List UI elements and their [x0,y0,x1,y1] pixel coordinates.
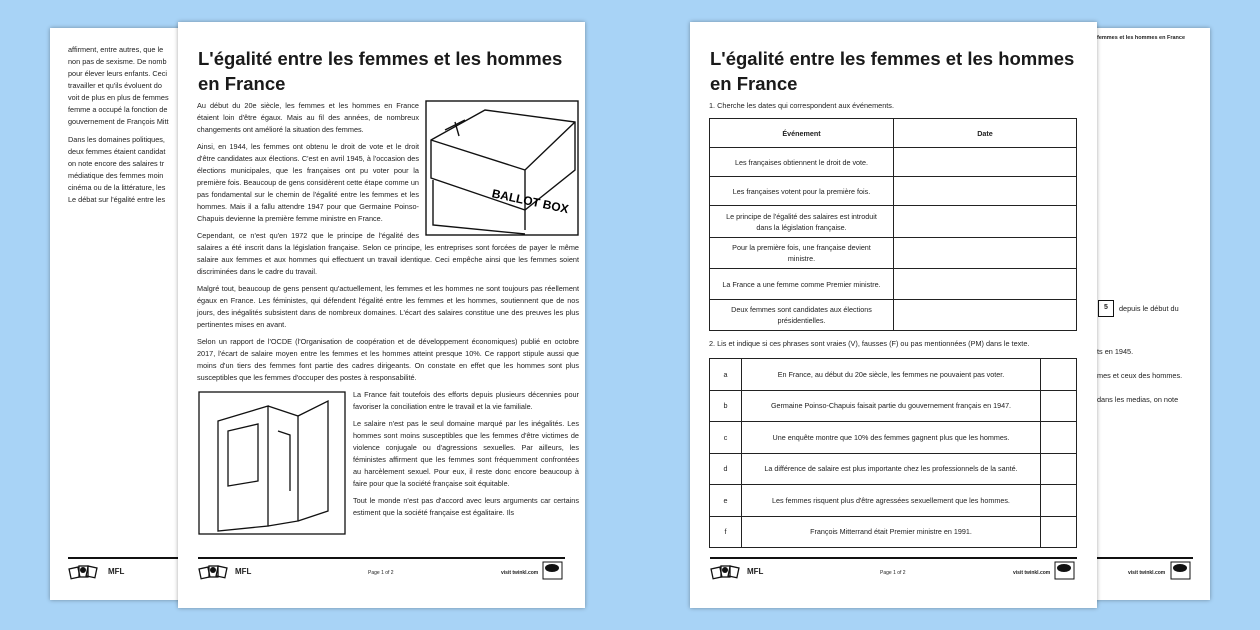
main-paragraph: Selon un rapport de l'OCDE (l'Organisation de coopération et de développement économiques) publié en octobre 2017, l'écart de salaire moyen entre les femmes et les hommes atteint presque 10%. Ce rapport stipule aussi que moins d'un tiers des femmes font partie des cadres dirigeants. On constate en effet que les hommes sont plus susceptibles que les femmes d'occuper des postes à responsabilité. [197,337,579,382]
page-title: L'égalité entre les femmes et les hommes en France [198,48,563,94]
page-number: Page 1 of 2 [880,570,906,576]
footer-label: MFL [108,567,125,576]
footer-site: visit twinkl.com [1013,570,1051,576]
date-input[interactable] [894,300,1077,331]
back-left-text: affirment, entre autres, que le non pas de sexisme. De nomb pour élever leurs enfants. Ceci travailler et qu'ils évoluent do voit de plus en plus de femmes femme a occupé la fonction de gouvernement de François Mitt Dans les domaines politiques, deux femmes étaient candidat on note encore des salaires tr médiatique des femmes moin cinéma ou de la littérature, les Le débat sur l'égalité entre les [68,45,169,204]
reading-page [178,22,585,608]
twinkl-mfl-logo-icon [710,563,740,581]
page-title: L'égalité entre les femmes et les hommes en France [710,48,1075,94]
answer-input[interactable] [1041,453,1077,485]
dates-table [709,118,1077,331]
table-row: a En France, au début du 20e siècle, les femmes ne pouvaient pas voter. [710,359,1077,391]
question-2: 2. Lis et indique si ces phrases sont vraies (V), fausses (F) ou pas mentionnées (PM) dans le texte. [709,339,1030,348]
voting-booth-illustration [198,391,346,535]
footer-site: visit twinkl.com [1128,570,1166,576]
text-line: dans les medias, on note [1097,395,1179,404]
table-row: e Les femmes risquent plus d'être agressées sexuellement que les hommes. [710,485,1077,517]
table-row: d La différence de salaire est plus importante chez les professionnels de la santé. [710,453,1077,485]
main-paragraph: Malgré tout, beaucoup de gens pensent qu'actuellement, les femmes et les hommes ne sont toujours pas réellement égaux en France. Les féministes, qui défendent l'égalité entre les femmes et les hommes, soutiennent que de nos jours, des inégalités subsistent dans de nombreux domaines. L'écart des salaires constitue une des preuves les plus pertinentes mises en avant. [197,284,579,329]
footer-label: MFL [747,567,764,576]
answer-box: 5 [1098,300,1114,317]
main-paragraph: Cependant, ce n'est qu'en 1972 que le principe de l'égalité des salaires a été inscrit dans la législation française. Selon ce principe, les entreprises sont forcées de payer le même salaire aux femmes et aux hommes qui effectuent un travail identique. Ceci empêche ainsi que les femmes soient discriminées dans le cadre du travail. [197,231,579,276]
text-line: ts en 1945. [1097,347,1134,356]
side-paragraph: La France fait toutefois des efforts depuis plusieurs décennies pour favoriser la conciliation entre le travail et la vie familiale. [353,390,579,411]
answer-input[interactable] [1041,359,1077,391]
intro-paragraph: Ainsi, en 1944, les femmes ont obtenu le droit de vote et le droit d'être candidates aux élections. C'est en avril 1945, à l'occasion des élections municipales, que les françaises ont pu voter pour la première fois. Beaucoup de gens considèrent cette étape comme un pas fondamental sur le chemin de l'égalité entre les femmes et les hommes. Mais il a fallu attendre 1947 pour que Germaine Poinso-Chapuis devienne la première femme ministre en France. [197,142,419,223]
footer-label: MFL [235,567,252,576]
column-header-event: Événement [710,119,894,148]
date-input[interactable] [894,177,1077,206]
table-row: Les françaises votent pour la première fois. [710,177,1077,206]
question-1: 1. Cherche les dates qui correspondent aux événements. [709,101,894,110]
footer-site: visit twinkl.com [501,570,539,576]
svg-text:BALLOT BOX: BALLOT BOX [490,186,570,217]
answer-input[interactable] [1041,516,1077,548]
side-paragraph: Tout le monde n'est pas d'accord avec leurs arguments car certains estiment que la société française est égalitaire. Ils [353,496,579,517]
answer-input[interactable] [1041,485,1077,517]
twinkl-quality-badge-icon [1170,561,1192,581]
intro-paragraph: Au début du 20e siècle, les femmes et les hommes en France étaient loin d'être égaux. Mais au fil des années, de nombreux changements ont amélioré la situation des femmes. [197,101,419,134]
table-row: La France a une femme comme Premier ministre. [710,269,1077,300]
answer-input[interactable] [1041,390,1077,422]
footer-divider [1097,557,1193,559]
table-row: f François Mitterrand était Premier ministre en 1991. [710,516,1077,548]
table-row: b Germaine Poinso-Chapuis faisait partie du gouvernement français en 1947. [710,390,1077,422]
text-line: mes et ceux des hommes. [1097,371,1183,380]
footer-divider [198,557,565,559]
article-text [197,100,579,539]
twinkl-quality-badge-icon [1054,561,1076,581]
table-row: Pour la première fois, une française devient ministre. [710,238,1077,269]
page-number: Page 1 of 2 [368,570,394,576]
ballot-box-illustration [425,100,579,236]
date-input[interactable] [894,206,1077,238]
twinkl-mfl-logo-icon [198,563,228,581]
footer-divider [710,557,1077,559]
table-row: Deux femmes sont candidates aux élections présidentielles. [710,300,1077,331]
answer-input[interactable] [1041,422,1077,454]
twinkl-mfl-logo-icon [68,563,98,581]
table-row: Les françaises obtiennent le droit de vote. [710,148,1077,177]
running-header: femmes et les hommes en France [1097,35,1186,41]
true-false-table [709,358,1077,548]
footer-divider [68,557,188,559]
date-input[interactable] [894,148,1077,177]
table-row: c Une enquête montre que 10% des femmes gagnent plus que les hommes. [710,422,1077,454]
side-paragraph: Le salaire n'est pas le seul domaine marqué par les inégalités. Les hommes sont moins susceptibles que les femmes d'être victimes de violence conjugale ou d'agressions sexuelles. Par ailleurs, les féministes affirment que les femmes sont fréquemment confrontées au harcèlement sexuel. Pour eux, il reste donc encore beaucoup à faire pour que la société française soit équitable. [353,419,579,488]
table-row: Le principe de l'égalité des salaires est introduit dans la législation française. [710,206,1077,238]
date-input[interactable] [894,269,1077,300]
twinkl-quality-badge-icon [542,561,564,581]
date-input[interactable] [894,238,1077,269]
column-header-date: Date [894,119,1077,148]
text-line: depuis le début du [1119,304,1179,313]
worksheet-page [690,22,1097,608]
